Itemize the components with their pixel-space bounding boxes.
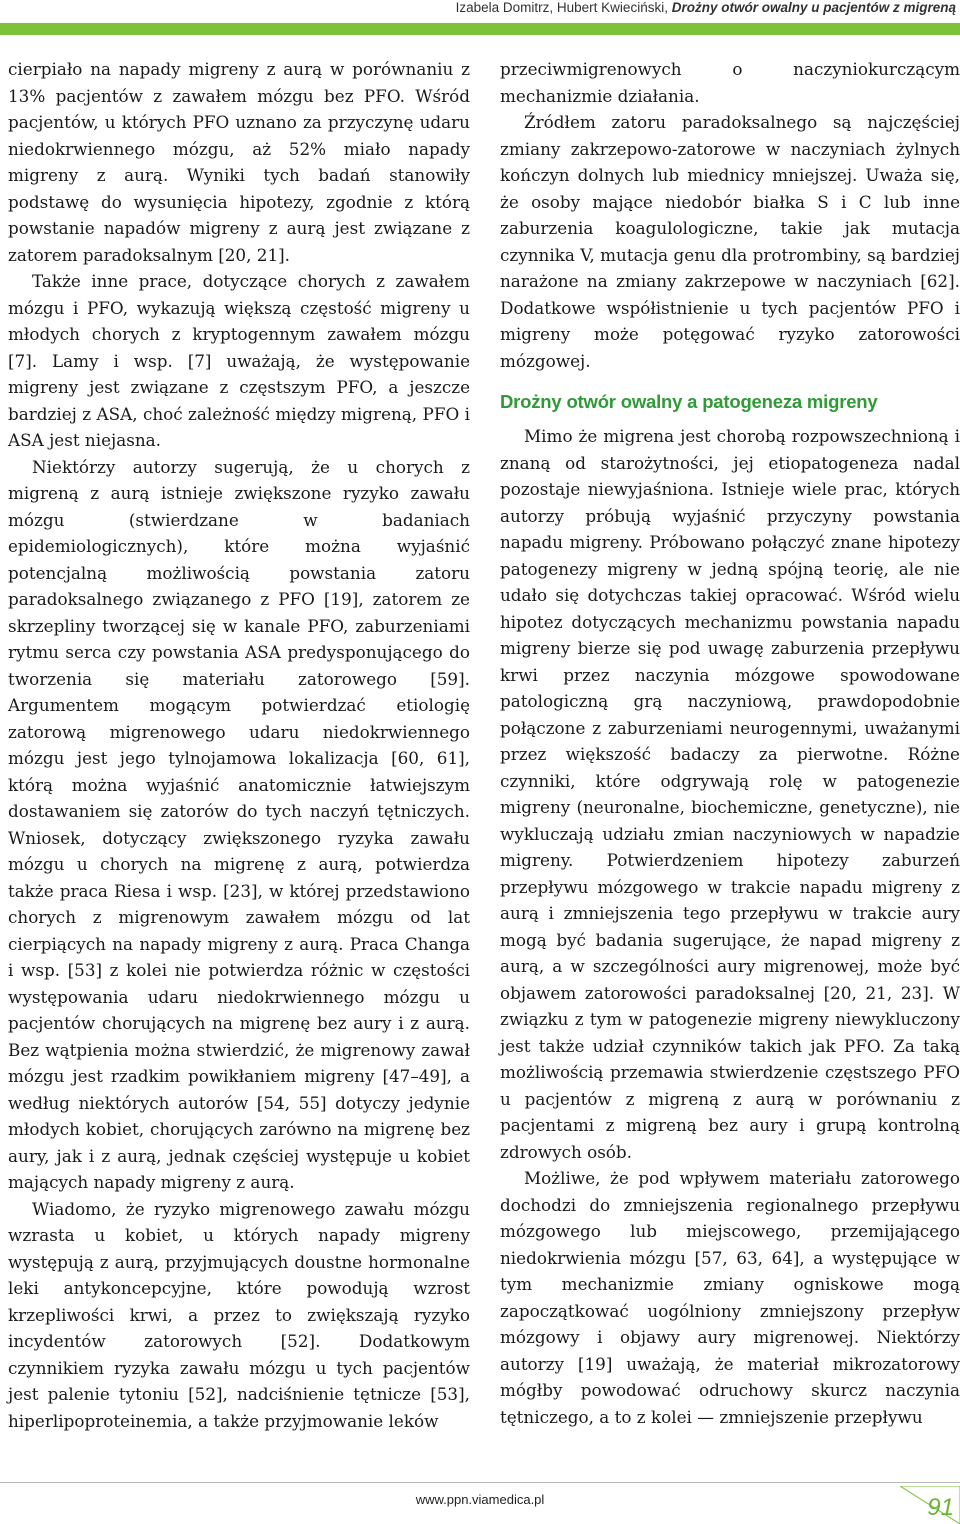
page-number: 91	[927, 1494, 954, 1521]
right-column	[500, 56, 960, 1430]
paragraph: przeciwmigrenowych o naczyniokurczącym mechanizmie działania.	[500, 59, 960, 106]
paragraph: Źródłem zatoru paradoksalnego są najczęściej zmiany zakrzepowo-zatorowe w naczyniach żylnych kończyn dolnych lub miednicy mniejszej. Uważa się, że osoby mające niedobór białka S i C lub inne zaburzenia koagulologiczne, takie jak mutacja czynnika V, mutacja genu dla protrombiny, są bardziej narażone na zmiany zakrzepowe w naczyniach [62]. Dodatkowe współistnienie u tych pacjentów PFO i migreny może potęgować ryzyko zatorowości mózgowej.	[500, 112, 960, 371]
header-title: Drożny otwór owalny u pacjentów z migreną	[671, 0, 956, 15]
left-column	[8, 56, 470, 1434]
paragraph: Także inne prace, dotyczące chorych z zawałem mózgu i PFO, wykazują większą częstość migreny u młodych chorych z kryptogennym zawałem mózgu [7]. Lamy i wsp. [7] uważają, że występowanie migreny jest związane z częstszym PFO, a jeszcze bardziej z ASA, choć zależność między migreną, PFO i ASA jest niejasna.	[8, 271, 470, 450]
section-heading: Drożny otwór owalny a patogeneza migreny	[500, 391, 878, 412]
header-accent-bar	[0, 23, 960, 35]
footer-rule	[0, 1482, 960, 1483]
paragraph: cierpiało na napady migreny z aurą w porównaniu z 13% pacjentów z zawałem mózgu bez PFO. Wśród pacjentów, u których PFO uznano za przyczynę udaru niedokrwiennego mózgu, aż 52% miało napady migreny z aurą. Wyniki tych badań stanowiły podstawę do wysunięcia hipotezy, zgodnie z którą powstanie napadów migreny z aurą jest związane z zatorem paradoksalnym [20, 21].	[8, 59, 470, 265]
paragraph: Niektórzy autorzy sugerują, że u chorych z migreną z aurą istnieje zwiększone ryzyko zawału mózgu (stwierdzane w badaniach epidemiologicznych), które można wyjaśnić potencjalną możliwością powstania zatoru paradoksalnego związanego z PFO [19], zatorem ze skrzepliny tworzącej się w kanale PFO, zaburzeniami rytmu serca czy powstania ASA predysponującego do tworzenia się materiału zatorowego [59]. Argumentem mogącym potwierdzać etiologię zatorową migrenowego udaru niedokrwiennego mózgu jest jego tylnojamowa lokalizacja [60, 61], którą można wyjaśnić anatomicznie łatwiejszym dostawaniem się zatorów do tych naczyń tętniczych. Wniosek, dotyczący zwiększonego ryzyka zawału mózgu u chorych na migrenę z aurą, potwierdza także praca Riesa i wsp. [23], w której przedstawiono chorych z migrenowym zawałem mózgu od lat cierpiących na napady migreny z aurą. Praca Changa i wsp. [53] z kolei nie potwierdza różnic w częstości występowania udaru niedokrwiennego mózgu u pacjentów chorujących na migrenę bez aury i z aurą. Bez wątpienia można stwierdzić, że migrenowy zawał mózgu jest rzadkim powikłaniem migreny [47–49], a według niektórych autorów [54, 55] dotyczy jedynie młodych kobiet, chorujących zarówno na migrenę bez aury, jak i z aurą, jednak częściej występuje u kobiet mających napady migreny z aurą.	[8, 456, 470, 1192]
paragraph: Możliwe, że pod wpływem materiału zatorowego dochodzi do zmniejszenia regionalnego przepływu mózgowego lub miejscowego, przemijającego niedokrwienia mózgu [57, 63, 64], a występujące w tym mechanizmie zmiany ogniskowe mogą zapoczątkować uogólniony zmniejszony przepływ mózgowy i objawy aury migrenowej. Niektórzy autorzy [19] uważają, że materiał mikrozatorowy mógłby powodować odruchowy skurcz naczynia tętniczego, a to z kolei — zmniejszenie przepływu	[500, 1168, 960, 1427]
header-authors: Izabela Domitrz, Hubert Kwieciński,	[455, 0, 672, 15]
journal-url: www.ppn.viamedica.pl	[415, 1492, 545, 1507]
running-header	[0, 0, 960, 22]
paragraph: Wiadomo, że ryzyko migrenowego zawału mózgu wzrasta u kobiet, u których napady migreny występują z aurą, przyjmujących doustne hormonalne leki antykoncepcyjne, które powodują wzrost krzepliwości krwi, a przez to zwiększają ryzyko incydentów zatorowych [52]. Dodatkowym czynnikiem ryzyka zawału mózgu u tych pacjentów jest palenie tytoniu [52], nadciśnienie tętnicze [53], hiperlipoproteinemia, a także przyjmowanie leków	[8, 1198, 470, 1431]
paragraph: Mimo że migrena jest chorobą rozpowszechnioną i znaną od starożytności, jej etiopatogeneza nadal pozostaje niewyjaśniona. Istnieje wiele prac, których autorzy próbują wyjaśnić przyczyny powstania napadu migreny. Próbowano połączyć znane hipotezy patogenezy migreny w jedną spójną teorię, ale nie udało się dotychczas takiej opracować. Wśród wielu hipotez dotyczących mechanizmu powstania napadu migreny bierze się pod uwagę zaburzenia przepływu krwi przez naczynia mózgowe spowodowane patologiczną grą naczyniową, prawdopodobnie połączone z zaburzeniami neurogennymi, uważanymi przez większość badaczy za pierwotne. Różne czynniki, które odgrywają rolę w patogenezie migreny (neuronalne, biochemiczne, genetyczne), nie wykluczają udziału zmian naczyniowych w napadzie migreny. Potwierdzeniem hipotezy zaburzeń przepływu mózgowego w trakcie napadu migreny z aurą i zmniejszenia tego przepływu w trakcie aury mogą być badania sugerujące, że napad migreny z aurą, a w szczególności aury migrenowej, może być objawem zatorowości paradoksalnej [20, 21, 23]. W związku z tym w patogenezie migreny niewykluczony jest także udział czynników takich jak PFO. Za taką możliwością przemawia stwierdzenie częstszego PFO u pacjentów z migreną z aurą w porównaniu z pacjentami z migreną bez aury i grupą kontrolną zdrowych osób.	[500, 426, 960, 1162]
